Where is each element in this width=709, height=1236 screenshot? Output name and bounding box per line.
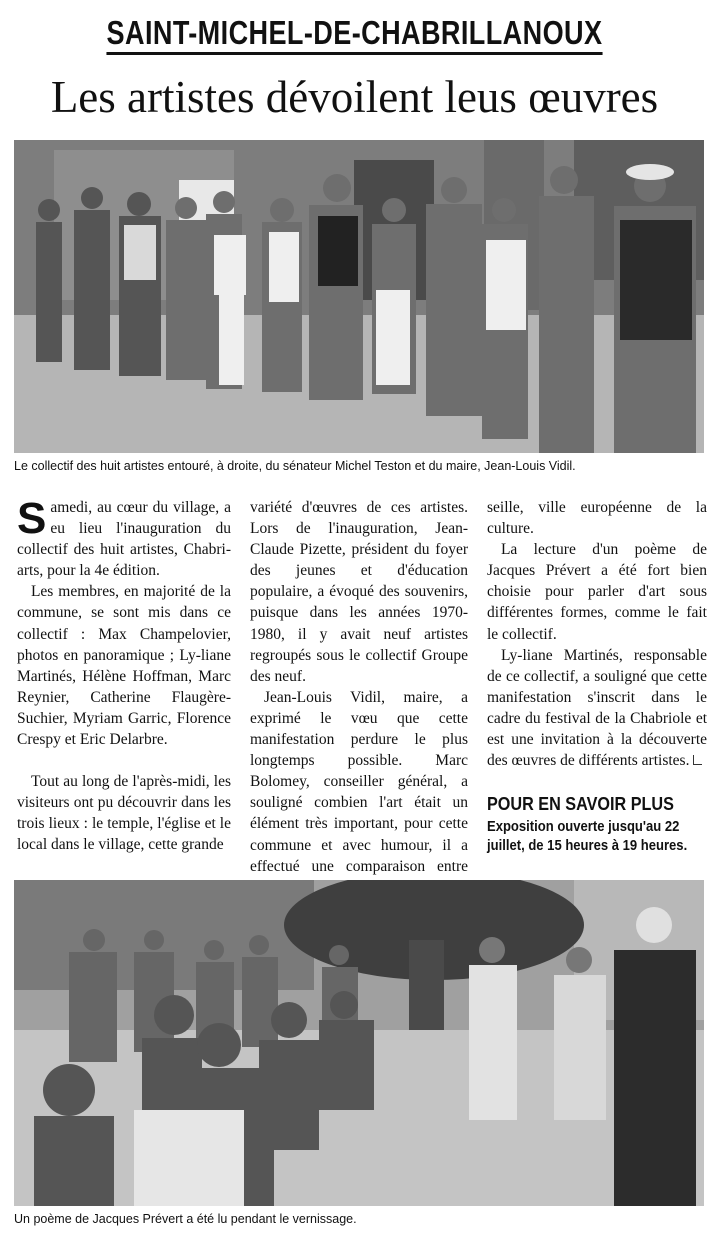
info-box-body: Exposition ouverte jusqu'au 22 juillet, de 15 heures à 19 heures. — [487, 819, 688, 854]
group-photo-illustration — [14, 140, 704, 453]
info-box-title: POUR EN SAVOIR PLUS — [487, 794, 674, 814]
paragraph-1 — [17, 494, 231, 581]
end-of-article-icon — [693, 755, 702, 765]
drop-cap: S — [17, 494, 47, 543]
group-photo-caption: Le collectif des huit artistes entouré, à droite, du sénateur Michel Teston et du maire, Jean-Louis Vidil. — [14, 459, 576, 473]
paragraph-8 — [487, 645, 707, 772]
paragraph-2: Les membres, en majorité de la commune, se sont mis dans ce collectif : Max Champelovier, photos en panoramique ; Ly-liane Martinés, Hélène Hoffman, Marc Reynier, Catherine Flaugère-Suchier, Myriam Garric, Florence Crespy et Eric Delarbre. — [17, 583, 231, 749]
location-kicker — [64, 14, 645, 52]
paragraph-8-text: Ly-liane Martinés, responsable de ce collectif, a souligné que cette manifestation s'inscrit dans le cadre du festival de la Chabriole et est une invitation à la découverte des œuvres de différents artistes. — [487, 646, 707, 770]
audience-photo — [14, 880, 704, 1206]
paragraph-1-text: amedi, au cœur du village, a eu lieu l'inauguration du collectif des huit artistes, Chabri-arts, pour la 4e édition. — [17, 499, 231, 580]
paragraph-4: variété d'œuvres de ces artistes. Lors de l'inauguration, Jean-Claude Pizette, président du foyer des jeunes et d'éducation populaire, a évoqué des souvenirs, puisque dans les années 1970-1980, il y avait neuf artistes regroupés sous le collectif Groupe des neuf. — [250, 499, 468, 685]
location-kicker-text: SAINT-MICHEL-DE-CHABRILLANOUX — [107, 14, 603, 55]
paragraph-6: seille, ville européenne de la culture. — [487, 499, 707, 538]
paragraph-3: Tout au long de l'après-midi, les visiteurs ont pu découvrir dans les trois lieux : le temple, l'église et le local dans le village, cette grande — [17, 773, 231, 854]
group-photo — [14, 140, 704, 453]
article-headline: Les artistes dévoilent leus œuvres — [50, 72, 659, 122]
paragraph-7: La lecture d'un poème de Jacques Prévert a été fort bien choisie pour parler d'art sous différentes formes, comme le fait le collectif. — [487, 541, 707, 643]
paragraph-5: Jean-Louis Vidil, maire, a exprimé le vœu que cette manifestation perdure le plus longtemps possible. Marc Bolomey, conseiller général, a souligné combien l'art était un élément très important, pour cette commune et avec humour, il a effectué une comparaison entre — [250, 688, 468, 875]
audience-photo-caption: Un poème de Jacques Prévert a été lu pendant le vernissage. — [14, 1212, 357, 1226]
text-column-2 — [250, 497, 468, 898]
text-column-3 — [487, 497, 707, 771]
text-column-1 — [17, 494, 231, 856]
info-box — [487, 794, 707, 856]
audience-photo-illustration — [14, 880, 704, 1206]
